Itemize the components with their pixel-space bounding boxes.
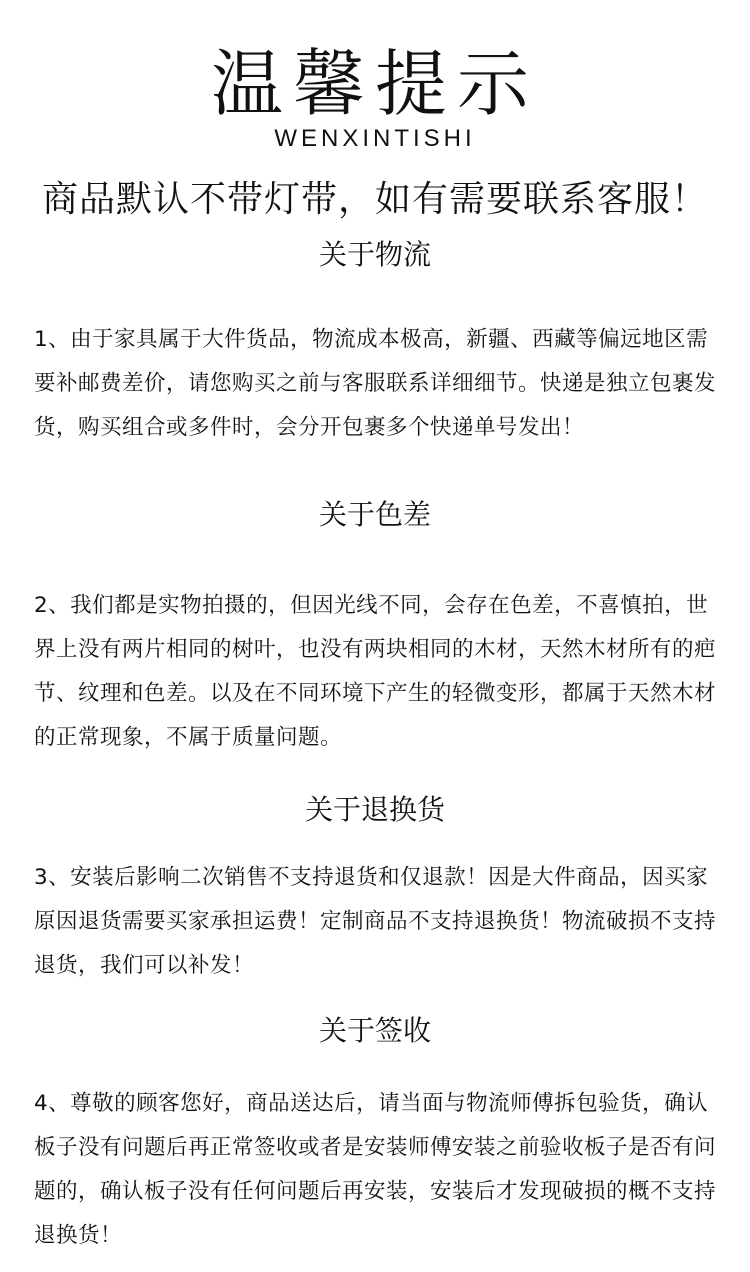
section-heading-color-difference: 关于色差 — [318, 498, 431, 531]
section-heading-logistics: 关于物流 — [318, 238, 431, 271]
page-title: 温馨提示 — [210, 42, 539, 126]
lightstrip-notice: 商品默认不带灯带，如有需要联系客服！ — [41, 179, 708, 220]
section-heading-returns: 关于退换货 — [304, 793, 445, 826]
section-text-signing: 4、尊敬的顾客您好，商品送达后，请当面与物流师傅拆包验货，确认板子没有问题后再正常签收或者是安装师傅安装之前验收板子是否有问题的，确认板子没有任何问题后再安装，安装后才发现破损的概不支持退换货！ — [34, 1091, 717, 1248]
section-text-returns: 3、安装后影响二次销售不支持退货和仅退款！因是大件商品，因买家原因退货需要买家承担运费！定制商品不支持退换货！物流破损不支持退货，我们可以补发！ — [34, 865, 717, 978]
section-text-logistics: 1、由于家具属于大件货品，物流成本极高，新疆、西藏等偏远地区需要补邮费差价，请您购买之前与客服联系详细细节。快递是独立包裹发货，购买组合或多件时，会分开包裹多个快递单号发出！ — [34, 327, 717, 440]
page-subtitle: WENXINTISHI — [274, 125, 476, 152]
section-heading-signing: 关于签收 — [318, 1014, 431, 1047]
section-text-color-difference: 2、我们都是实物拍摄的，但因光线不同，会存在色差，不喜慎拍，世界上没有两片相同的树叶，也没有两块相同的木材，天然木材所有的疤节、纹理和色差。以及在不同环境下产生的轻微变形，都属于天然木材的正常现象，不属于质量问题。 — [34, 593, 717, 750]
